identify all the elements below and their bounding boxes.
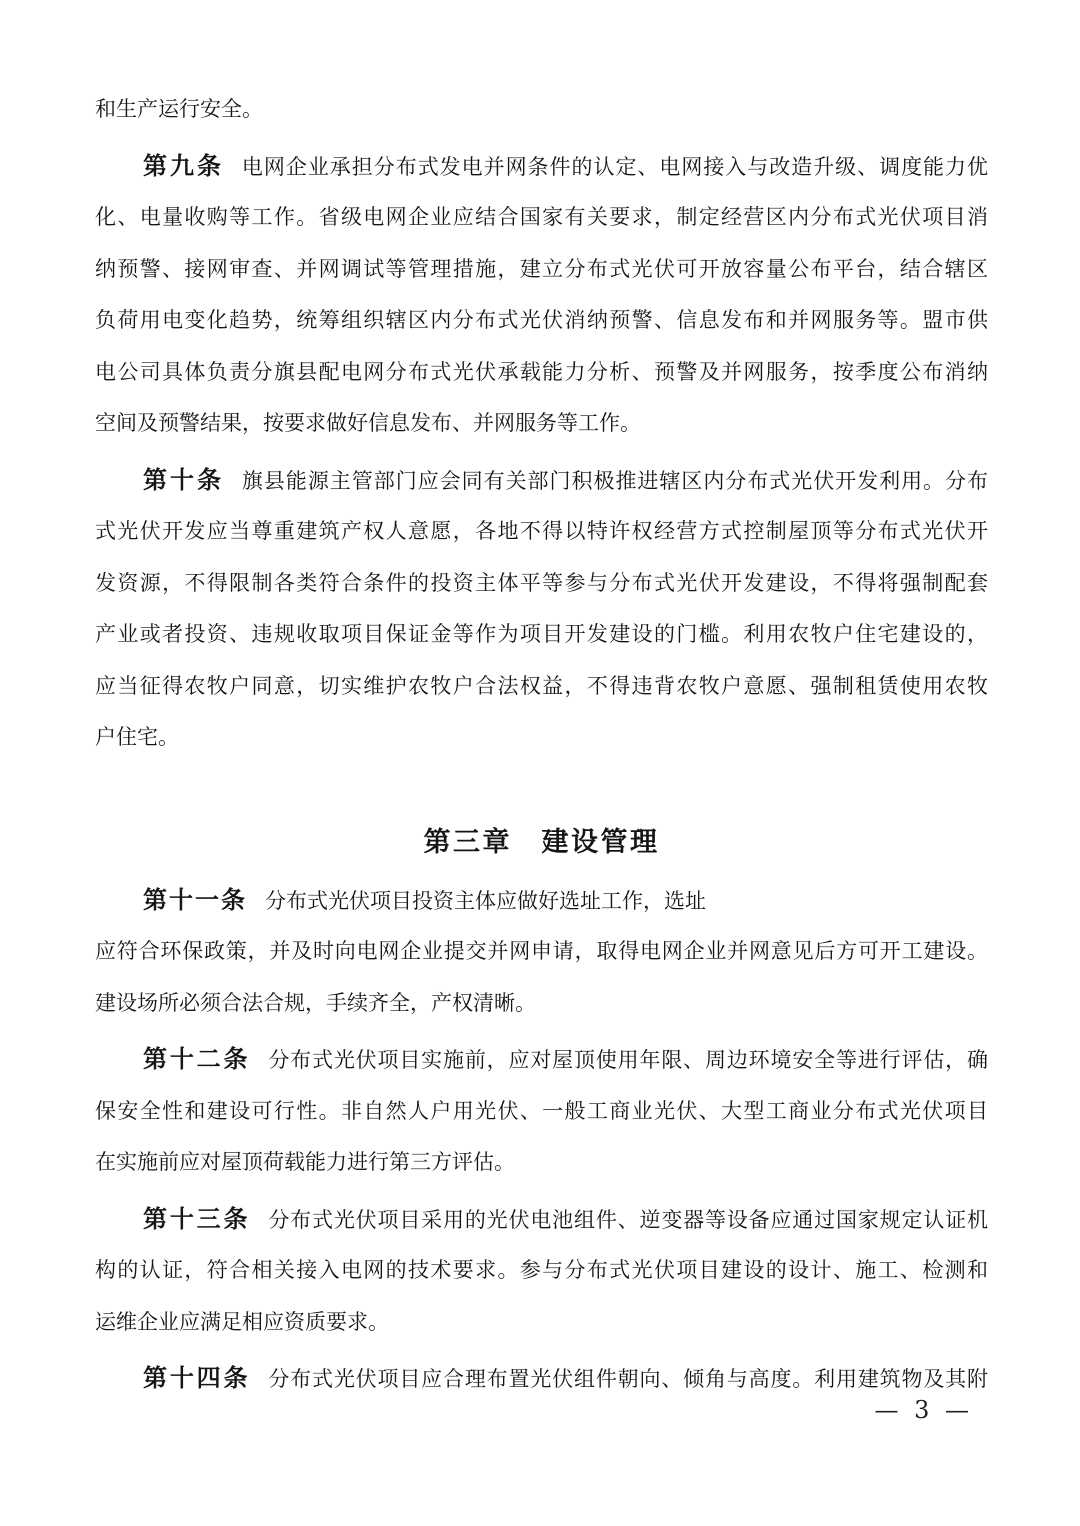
text-line [95,398,988,450]
text-line [95,1086,988,1138]
text-line [95,295,988,347]
text-line [95,506,988,558]
line-text: 建设场所必须合法合规，手续齐全，产权清晰。 [95,991,536,1015]
page-number: — 3 — [874,1396,973,1424]
line-text: 空间及预警结果，按要求做好信息发布、并网服务等工作。 [95,412,641,435]
article-number: 第十一条 [143,886,247,914]
line-text: 应当征得农牧户同意，切实维护农牧户合法权益，不得违背农牧户意愿、强制租赁使用农牧 [95,674,988,698]
text-line [95,558,988,610]
text-line [95,661,988,713]
text-line [95,1194,988,1246]
line-text: 和生产运行安全。 [95,98,263,121]
text-line [95,141,988,193]
text-line [95,244,988,296]
text-line [95,926,988,978]
line-text: 电公司具体负责分旗县配电网分布式光伏承载能力分析、预警及并网服务，按季度公布消纳 [95,360,988,384]
chapter-heading [95,814,988,870]
article-number: 第九条 [143,152,224,180]
line-text: 分布式光伏项目应合理布置光伏组件朝向、倾角与高度。利用建筑物及其附 [268,1368,988,1391]
article-number: 第十条 [143,466,224,494]
line-text: 构的认证，符合相关接入电网的技术要求。参与分布式光伏项目建设的设计、施工、检测和 [95,1259,988,1282]
text-line [95,1034,988,1086]
line-text: 保安全性和建设可行性。非自然人户用光伏、一般工商业光伏、大型工商业分布式光伏项目 [95,1099,988,1123]
line-text: 分布式光伏项目实施前，应对屋顶使用年限、周边环境安全等进行评估，确 [268,1049,988,1072]
line-text: 分布式光伏项目投资主体应做好选址工作，选址 [265,889,706,913]
line-text: 化、电量收购等工作。省级电网企业应结合国家有关要求，制定经营区内分布式光伏项目消 [95,206,988,229]
text-line [95,455,988,507]
text-line [95,1245,988,1297]
text-line [95,84,988,136]
line-text: 纳预警、接网审查、并网调试等管理措施，建立分布式光伏可开放容量公布平台，结合辖区 [95,257,988,281]
text-line [95,978,988,1030]
line-text: 旗县能源主管部门应会同有关部门积极推进辖区内分布式光伏开发利用。分布 [241,469,988,493]
text-line [95,192,988,244]
text-line [95,347,988,399]
line-text: 应符合环保政策，并及时向电网企业提交并网申请，取得电网企业并网意见后方可开工建设。 [95,940,988,963]
line-text: 电网企业承担分布式发电并网条件的认定、电网接入与改造升级、调度能力优 [241,155,988,179]
line-text: 第三章 建设管理 [423,826,660,857]
document-lines [95,84,988,1405]
text-line [95,875,988,927]
article-number: 第十四条 [143,1365,251,1392]
line-text: 在实施前应对屋顶荷载能力进行第三方评估。 [95,1151,515,1174]
article-number: 第十二条 [143,1046,251,1073]
line-text: 式光伏开发应当尊重建筑产权人意愿，各地不得以特许权经营方式控制屋顶等分布式光伏开 [95,520,988,543]
line-text: 户住宅。 [95,726,179,749]
article-number: 第十三条 [143,1205,251,1233]
line-text: 发资源，不得限制各类符合条件的投资主体平等参与分布式光伏开发建设，不得将强制配套 [95,571,988,595]
line-text: 负荷用电变化趋势，统筹组织辖区内分布式光伏消纳预警、信息发布和并网服务等。盟市供 [95,309,988,332]
document-content [95,84,988,1405]
line-text: 产业或者投资、违规收取项目保证金等作为项目开发建设的门槛。利用农牧户住宅建设的， [95,623,988,646]
line-text: 分布式光伏项目采用的光伏电池组件、逆变器等设备应通过国家规定认证机 [268,1208,988,1232]
text-line [95,1353,988,1405]
line-text: 运维企业应满足相应资质要求。 [95,1310,389,1334]
text-line [95,1297,988,1349]
text-line [95,1137,988,1189]
text-line [95,712,988,764]
text-line [95,609,988,661]
